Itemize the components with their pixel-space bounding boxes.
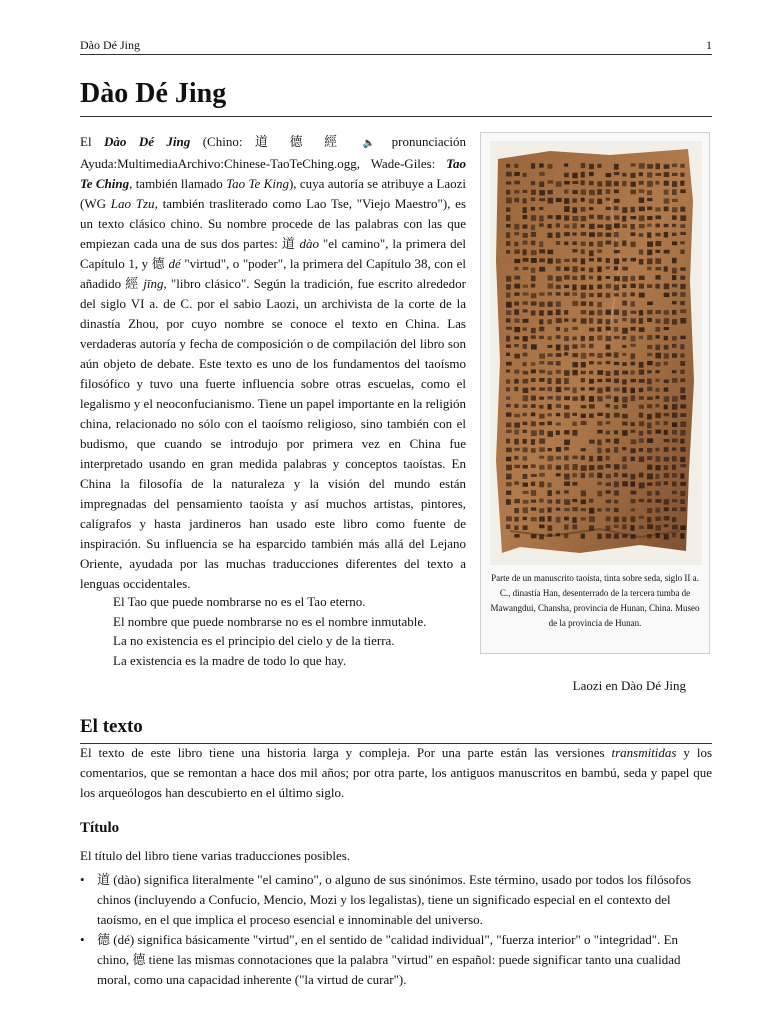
blockquote bbox=[113, 592, 453, 670]
intro-text: El bbox=[80, 134, 104, 149]
manuscript-image[interactable] bbox=[490, 141, 702, 565]
running-header bbox=[80, 38, 712, 55]
intro-text: ), cuya autoría se atribuye a Laozi (WG bbox=[80, 176, 466, 211]
list-item bbox=[80, 870, 712, 930]
titulo-bullet-list bbox=[80, 870, 712, 990]
speaker-icon[interactable]: 🔈 bbox=[362, 138, 376, 149]
list-item-text: 道 (dào) significa literalmente "el camino", o alguno de sus sinónimos. Este término, usado por todos los filósofos chinos (incluyendo a Confucio, Mencio, Mozi y los legalistas), tiene un significado especial en el contexto del taoísmo, en el que implica el proceso esencial e innominable del universo. bbox=[97, 872, 692, 927]
figure-box bbox=[480, 132, 710, 654]
intro-paragraph bbox=[80, 132, 466, 594]
texto-text: El texto de este libro tiene una historia larga y compleja. Por una parte están las versiones bbox=[80, 745, 612, 760]
intro-term-de: dé bbox=[168, 256, 181, 271]
intro-text: pronunciación Ayuda:MultimediaArchivo:Chinese-TaoTeChing.ogg, Wade-Giles: bbox=[80, 134, 466, 171]
bullet-icon: • bbox=[80, 932, 85, 947]
intro-text: , también trasliterado como Lao Tse, "Viejo Maestro"), es un texto clásico chino. Su nombre procede de las palabras con las que empiezan cada una de sus dos partes: 道 bbox=[80, 196, 466, 251]
quote-line: El Tao que puede nombrarse no es el Tao eterno. bbox=[113, 594, 366, 609]
section-heading-texto: El texto bbox=[80, 716, 712, 744]
running-header-title: Dào Dé Jing bbox=[80, 38, 140, 52]
intro-term-laotzu: Lao Tzu bbox=[110, 196, 155, 211]
intro-term-wadegiles: Tao Te Ching bbox=[80, 156, 466, 191]
texto-term: transmitidas bbox=[611, 745, 677, 760]
quote-attribution: Laozi en Dào Dé Jing bbox=[572, 678, 686, 693]
intro-term-jing: jīng bbox=[143, 276, 164, 291]
titulo-paragraph: El título del libro tiene varias traducciones posibles. bbox=[80, 848, 351, 863]
quote-line: La existencia es la madre de todo lo que hay. bbox=[113, 652, 347, 668]
quote-line: El nombre que puede nombrarse no es el nombre inmutable. bbox=[113, 613, 427, 629]
quote-line: La no existencia es el principio del cielo y de la tierra. bbox=[113, 633, 395, 648]
page-title: Dào Dé Jing bbox=[80, 78, 712, 117]
intro-text: , también llamado bbox=[129, 176, 227, 191]
intro-text: "virtud", o "poder", la primera del Capítulo 38, con el añadido 經 bbox=[80, 256, 466, 291]
bullet-icon: • bbox=[80, 872, 85, 887]
list-item-text: 德 (dé) significa básicamente "virtud", en el sentido de "calidad individual", "fuerza interior" o "integridad". En chino, 德 tiene las mismas connotaciones que la palabra "virtud" en español: puede significar tanto una cualidad moral, como una capacidad inherente ("la virtud de curar"). bbox=[97, 932, 681, 987]
intro-text: "el camino", la primera del Capítulo 1, y 德 bbox=[80, 236, 466, 271]
intro-term-dao: dào bbox=[299, 236, 319, 251]
page-number: 1 bbox=[706, 38, 712, 52]
intro-term-title: Dào Dé Jing bbox=[104, 134, 191, 149]
list-item bbox=[80, 930, 712, 990]
figure-caption: Parte de un manuscrito taoísta, tinta sobre seda, siglo II a. C., dinastía Han, desenterrado de la tercera tumba de Mawangdui, Chansha, provincia de Hunan, China. Museo de la provincia de Hunan. bbox=[490, 573, 700, 628]
texto-paragraph bbox=[80, 743, 712, 803]
texto-text: y los comentarios, que se remontan a hace dos mil años; por otra parte, los antiguos manuscritos en bambú, seda y papel que los arqueólogos han descubierto en el último siglo. bbox=[80, 745, 712, 800]
section-heading-titulo: Título bbox=[80, 820, 120, 836]
intro-text: , "libro clásico". Según la tradición, fue escrito alrededor del siglo VI a. de C. por el sabio Laozi, un archivista de la corte de la dinastía Zhou, por cuyo nombre se conoce el texto en China. Las verdaderas autoría y fecha de composición o de compilación del libro son aún objeto de debate. Este texto es uno de los fundamentos del taoísmo filosófico y tuvo una fuerte influencia sobre otras escuelas, como el legalismo y el neoconfucianismo. Tiene un papel importante en la religión china, relacionado no sólo con el taoísmo religioso, sino también con el budismo, que cuando se introdujo por primera vez en China fue interpretado usando en gran medida palabras y conceptos taoístas. En China la filosofía de la naturaleza y la visión del mundo están impregnadas del pensamiento taoísta y así muchos artistas, pintores, calígrafos y hasta jardineros han usado este libro como fuente de inspiración. Su influencia se ha esparcido también más allá del Lejano Oriente, ayudada por las muchas traducciones diferentes del texto a lenguas occidentales. bbox=[80, 276, 466, 591]
intro-term-alt: Tao Te King bbox=[226, 176, 289, 191]
intro-text: (Chino: 道 德 經 bbox=[190, 134, 359, 149]
